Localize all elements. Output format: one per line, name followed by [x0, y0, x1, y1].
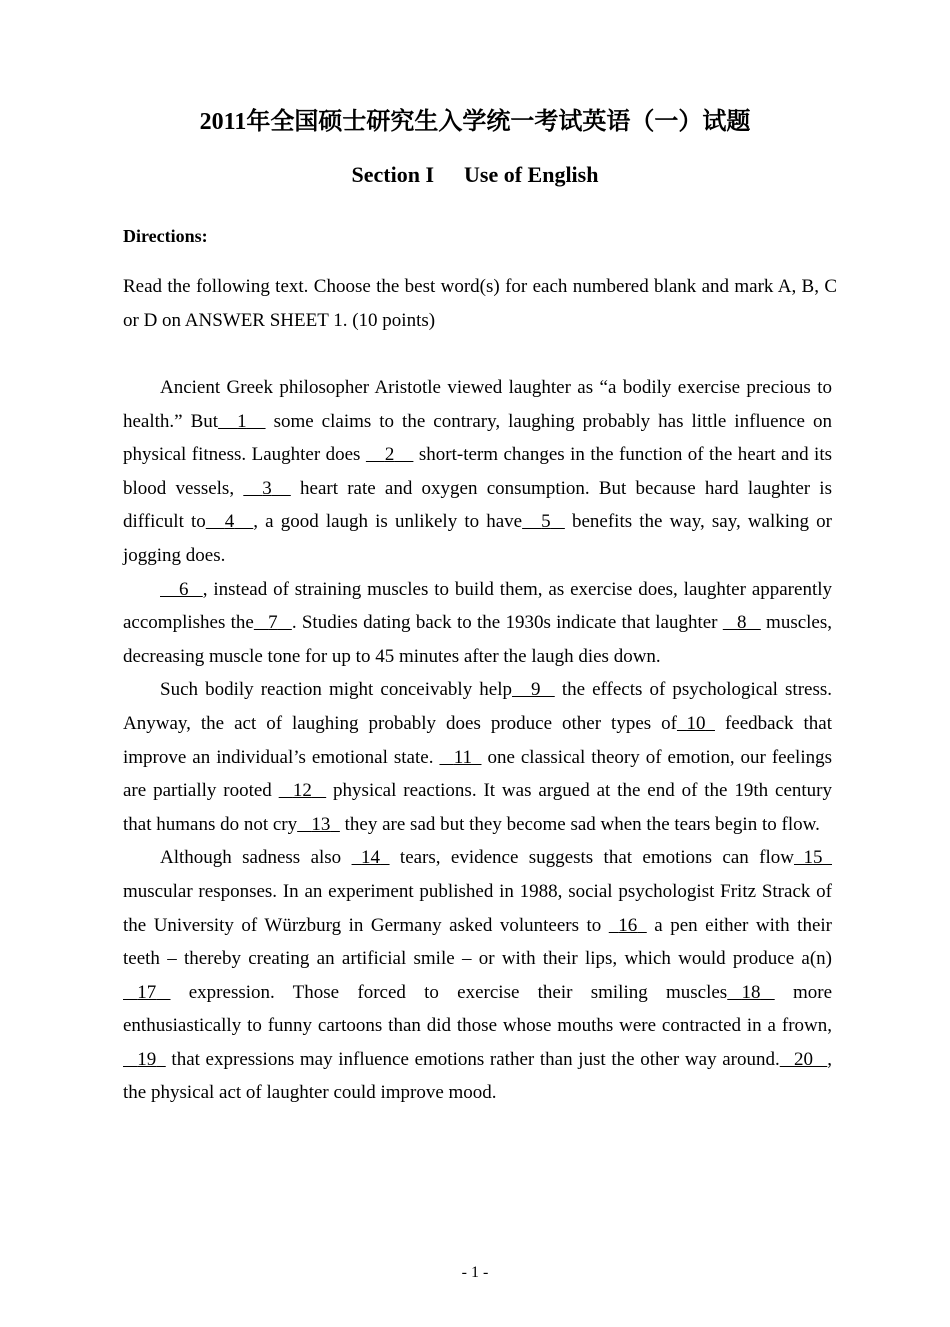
blank-number: 8	[737, 612, 747, 634]
cloze-passage	[123, 371, 832, 1110]
blank-12	[279, 774, 327, 808]
blank-18	[727, 976, 775, 1010]
passage-text: muscles, decreasing muscle tone for up to 45 minutes after the laugh dies down.	[123, 612, 833, 667]
page-number: - 1 -	[461, 1264, 489, 1281]
blank-9	[512, 673, 555, 707]
blank-5	[522, 505, 565, 539]
blank-11	[439, 741, 481, 775]
passage-text: feedback that improve an individual’s emotional state.	[123, 712, 832, 768]
exam-title: 2011年全国硕士研究生入学统一考试英语（一）试题	[199, 109, 751, 135]
blank-number: 12	[292, 780, 312, 802]
passage-text: that expressions may influence emotions rather than just the other way around.	[165, 1048, 780, 1070]
blank-13	[297, 808, 340, 842]
blank-8	[723, 606, 761, 640]
blank-3	[243, 472, 291, 506]
blank-10	[677, 707, 715, 741]
paragraph-1	[123, 371, 832, 573]
paragraph-3	[123, 673, 832, 841]
passage-text: short-term changes in the function of the heart and its blood vessels,	[123, 444, 832, 499]
blank-number: 14	[361, 847, 381, 869]
paragraph-4	[123, 841, 832, 1110]
blank-number: 16	[618, 914, 638, 936]
blank-number: 1	[237, 410, 247, 432]
blank-4	[206, 505, 254, 539]
section-name: Use of English	[464, 162, 599, 187]
blank-19	[123, 1043, 166, 1077]
passage-text: more enthusiastically to funny cartoons than did those whose mouths were contracted in a frown,	[123, 981, 832, 1037]
passage-text: benefits the way, say, walking or jogging does.	[123, 511, 832, 566]
passage-text: Such bodily reaction might conceivably help	[160, 679, 512, 701]
passage-text: , a good laugh is unlikely to have	[253, 511, 523, 533]
blank-number: 13	[311, 813, 331, 835]
blank-number: 11	[453, 746, 472, 768]
passage-text: Ancient Greek philosopher Aristotle viewed laughter as “a bodily exercise precious to health.” But	[123, 377, 832, 432]
directions-label: Directions:	[123, 226, 208, 246]
passage-text: tears, evidence suggests that emotions can flow	[389, 847, 794, 869]
directions-text: Read the following text. Choose the best word(s) for each numbered blank and mark A, B, C or D on ANSWER SHEET 1. (10 points)	[123, 276, 837, 331]
passage-text: Although sadness also	[160, 847, 352, 869]
blank-number: 4	[224, 511, 235, 533]
passage-text: physical reactions. It was argued at the end of the 19th century that humans do not cry	[123, 780, 832, 835]
passage-text: some claims to the contrary, laughing probably has little influence on physical fitness. Laughter does	[123, 410, 832, 466]
blank-number: 9	[531, 679, 541, 701]
blank-17	[123, 976, 171, 1010]
section-label: Section I	[351, 162, 434, 187]
blank-14	[352, 841, 390, 875]
blank-number: 18	[741, 981, 761, 1003]
blank-15	[794, 841, 832, 875]
passage-text: , the physical act of laughter could improve mood.	[123, 1048, 832, 1104]
passage-text: heart rate and oxygen consumption. But because hard laughter is difficult to	[123, 477, 832, 533]
blank-number: 15	[803, 847, 823, 869]
blank-number: 20	[794, 1048, 813, 1070]
blank-number: 19	[137, 1048, 157, 1070]
blank-1	[218, 405, 266, 439]
blank-number: 6	[179, 578, 189, 600]
paragraph-2	[123, 573, 832, 674]
passage-text: one classical theory of emotion, our feelings are partially rooted	[123, 746, 832, 802]
passage-text: they are sad but they become sad when the tears begin to flow.	[339, 813, 820, 835]
passage-text: . Studies dating back to the 1930s indicate that laughter	[291, 612, 723, 634]
blank-16	[609, 909, 647, 943]
blank-20	[780, 1043, 828, 1077]
passage-text: a pen either with their teeth – thereby creating an artificial smile – or with their lips, which would produce a(n)	[123, 914, 832, 970]
blank-number: 3	[262, 477, 272, 499]
section-heading	[0, 158, 950, 192]
blank-6	[160, 573, 203, 607]
blank-7	[254, 606, 292, 640]
blank-number: 7	[268, 612, 278, 634]
passage-text: the effects of psychological stress. Anyway, the act of laughing probably does produce other types of	[123, 679, 832, 734]
passage-text: expression. Those forced to exercise their smiling muscles	[170, 981, 728, 1003]
blank-2	[366, 438, 414, 472]
blank-number: 17	[137, 981, 157, 1003]
blank-number: 5	[541, 511, 551, 533]
blank-number: 2	[384, 444, 395, 466]
passage-text: , instead of straining muscles to build them, as exercise does, laughter apparently accomplishes the	[123, 578, 832, 634]
blank-number: 10	[686, 712, 706, 734]
passage-text: muscular responses. In an experiment published in 1988, social psychologist Fritz Strack of the University of Würzburg in Germany asked volunteers to	[123, 880, 832, 936]
